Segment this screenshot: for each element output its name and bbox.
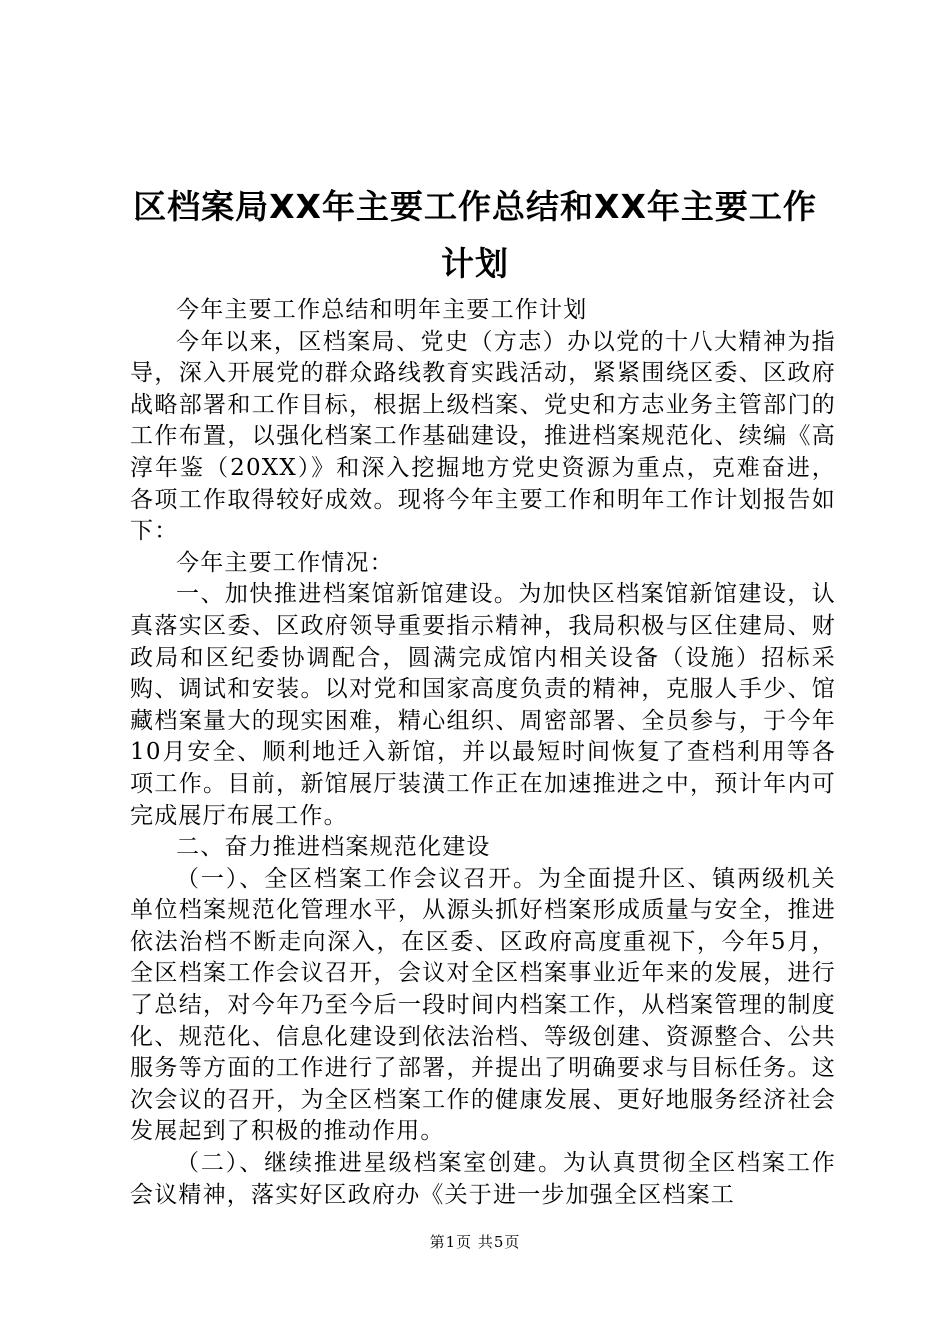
paragraph-item-1: 一、加快推进档案馆新馆建设。为加快区档案馆新馆建设，认真落实区委、区政府领导重要指示精神，我局积极与区住建局、财政局和区纪委协调配合，圆满完成馆内相关设备（设施）招标采购、调试和安装。以对党和国家高度负责的精神，克服人手少、馆藏档案量大的现实困难，精心组织、周密部署、全员参与，于今年10月安全、顺利地迁入新馆，并以最短时间恢复了查档利用等各项工作。目前，新馆展厅装潢工作正在加速推进之中，预计年内可完成展厅布展工作。	[130, 581, 836, 829]
document-body	[130, 295, 836, 1211]
paragraph-subitem-2: （二）、继续推进星级档案室创建。为认真贯彻全区档案工作会议精神，落实好区政府办《关于进一步加强全区档案工	[130, 1150, 836, 1208]
document-title-line-2: 计划	[441, 244, 509, 283]
paragraph-item-2-heading: 二、奋力推进档案规范化建设	[176, 834, 491, 861]
paragraph-heading: 今年主要工作总结和明年主要工作计划	[176, 297, 588, 323]
paragraph-subitem-1: （一）、全区档案工作会议召开。为全面提升区、镇两级机关单位档案规范化管理水平，从源头抓好档案形成质量与安全，推进依法治档不断走向深入，在区委、区政府高度重视下，今年5月，全区档案工作会议召开，会议对全区档案事业近年来的发展，进行了总结，对今年乃至今后一段时间内档案工作，从档案管理的制度化、规范化、信息化建设到依法治档、等级创建、资源整合、公共服务等方面的工作进行了部署，并提出了明确要求与目标任务。这次会议的召开，为全区档案工作的健康发展、更好地服务经济社会发展起到了积极的推动作用。	[130, 865, 836, 1145]
paragraph-section-label: 今年主要工作情况：	[176, 549, 394, 576]
page-number-footer: 第1页 共5页	[429, 1233, 521, 1251]
paragraph-intro: 今年以来，区档案局、党史（方志）办以党的十八大精神为指导，深入开展党的群众路线教育实践活动，紧紧围绕区委、区政府战略部署和工作目标，根据上级档案、党史和方志业务主管部门的工作布置，以强化档案工作基础建设，推进档案规范化、续编《高淳年鉴（20XX）》和深入挖掘地方党史资源为重点，克难奋进，各项工作取得较好成效。现将今年主要工作和明年工作计划报告如下：	[130, 328, 836, 545]
document-title-line-1: 区档案局XX年主要工作总结和XX年主要工作	[133, 187, 817, 226]
